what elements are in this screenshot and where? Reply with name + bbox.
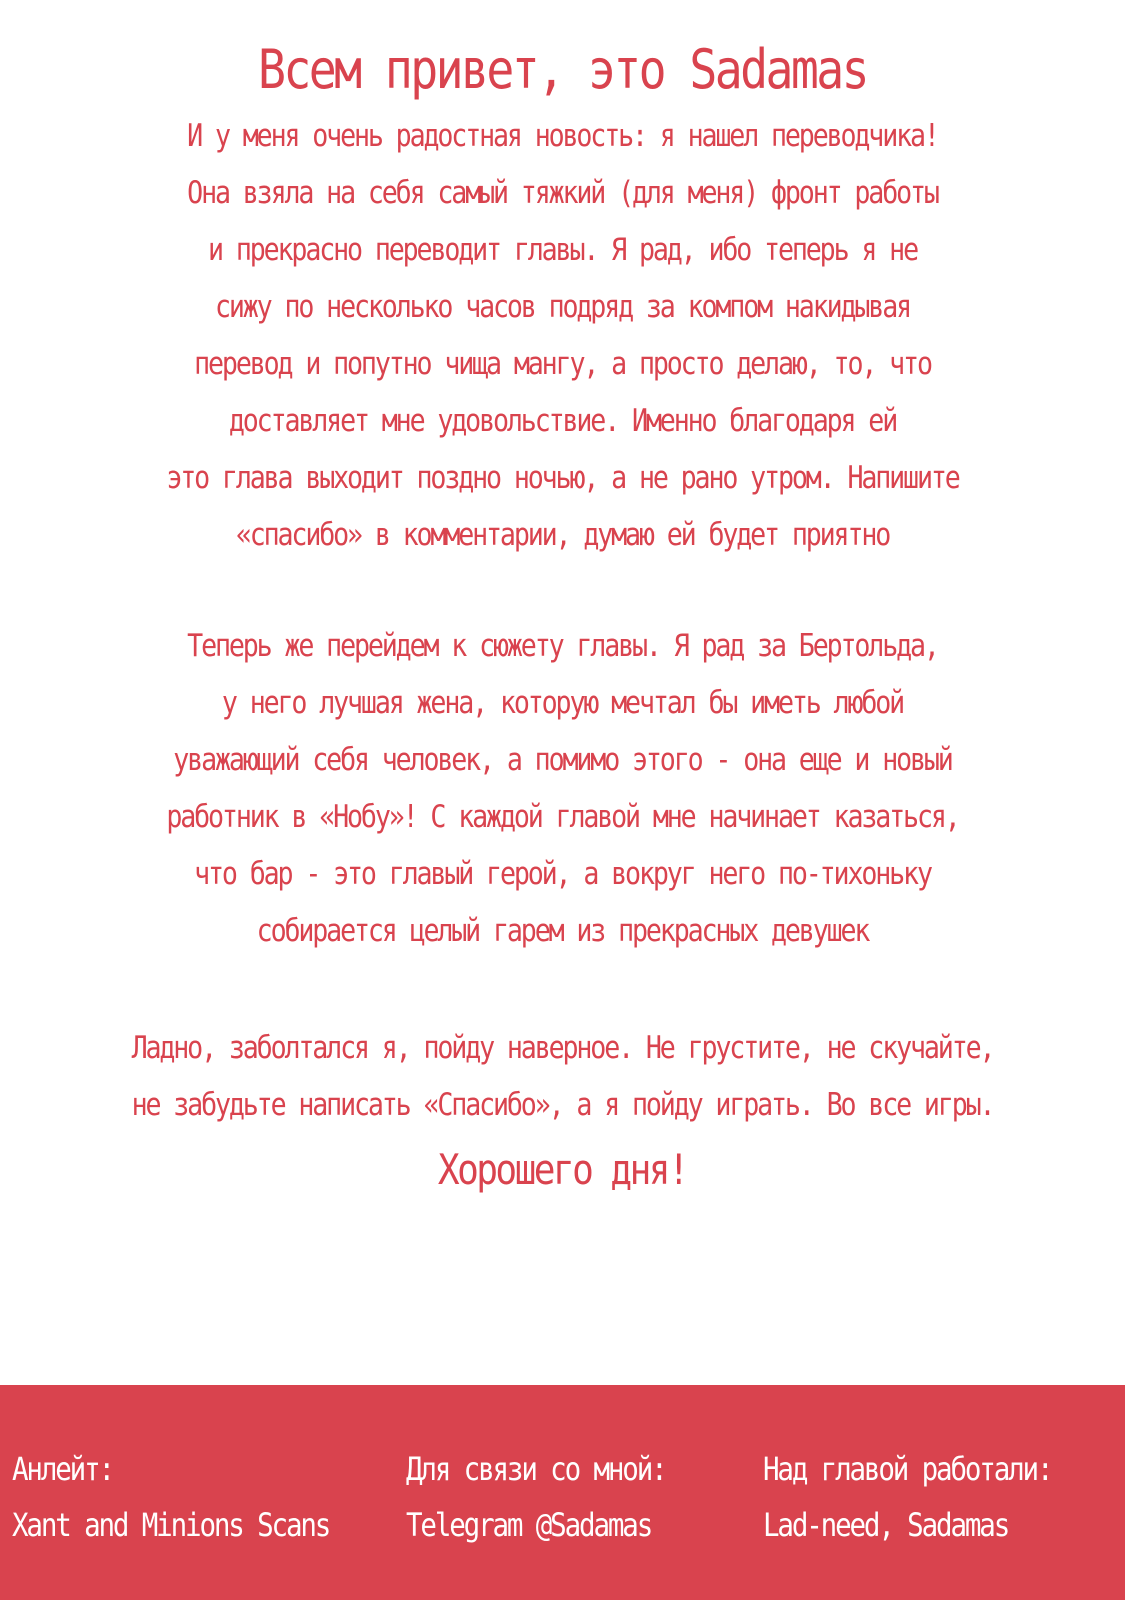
credit-team [763, 1441, 1051, 1553]
paragraph-chapter-plot [40, 618, 1085, 960]
text-line: сижу по несколько часов подряд за компом накидывая [214, 289, 911, 325]
text-line: Она взяла на себя самый тяжкий (для меня) фронт работы [187, 175, 938, 211]
credit-value: Lad-need, Sadamas [763, 1506, 1009, 1544]
credit-contact [406, 1441, 666, 1553]
paragraph-farewell [40, 1020, 1085, 1134]
credit-translation-source [12, 1441, 329, 1553]
text-line: И у меня очень радостная новость: я нашел переводчика! [187, 118, 938, 154]
text-line: Ладно, заболтался я, пойду наверное. Не грустите, не скучайте, [131, 1030, 994, 1066]
text-line: перевод и попутно чища мангу, а просто делаю, то, что [194, 346, 931, 382]
text-line: и прекрасно переводит главы. Я рад, ибо теперь я не [208, 232, 917, 268]
page-title: Всем привет, это Sadamas [257, 38, 868, 101]
text-line: доставляет мне удовольствие. Именно благодаря ей [228, 403, 897, 439]
text-line: у него лучшая жена, которую мечтал бы иметь любой [221, 685, 904, 721]
text-line: собирается целый гарем из прекрасных девушек [256, 913, 869, 949]
credit-value: Telegram @Sadamas [406, 1506, 652, 1544]
text-line: уважающий себя человек, а помимо этого - она еще и новый [173, 742, 952, 778]
closing-greeting: Хорошего дня! [437, 1145, 688, 1194]
credit-label: Анлейт: [12, 1450, 113, 1488]
credit-label: Для связи со мной: [406, 1450, 666, 1488]
credits-footer [0, 1385, 1125, 1600]
text-line: Теперь же перейдем к сюжету главы. Я рад за Бертольда, [187, 628, 938, 664]
paragraph-translator-news [40, 108, 1085, 564]
credit-label: Над главой работали: [763, 1450, 1052, 1488]
text-line: работник в «Нобу»! С каждой главой мне начинает казаться, [166, 799, 959, 835]
text-line: это глава выходит поздно ночью, а не рано утром. Напишите [166, 460, 959, 496]
text-line: «спасибо» в комментарии, думаю ей будет приятно [235, 517, 890, 553]
text-line: что бар - это главый герой, а вокруг него по-тихоньку [194, 856, 931, 892]
credit-value: Xant and Minions Scans [12, 1506, 330, 1544]
text-line: не забудьте написать «Спасибо», а я пойду играть. Во все игры. [131, 1087, 994, 1123]
